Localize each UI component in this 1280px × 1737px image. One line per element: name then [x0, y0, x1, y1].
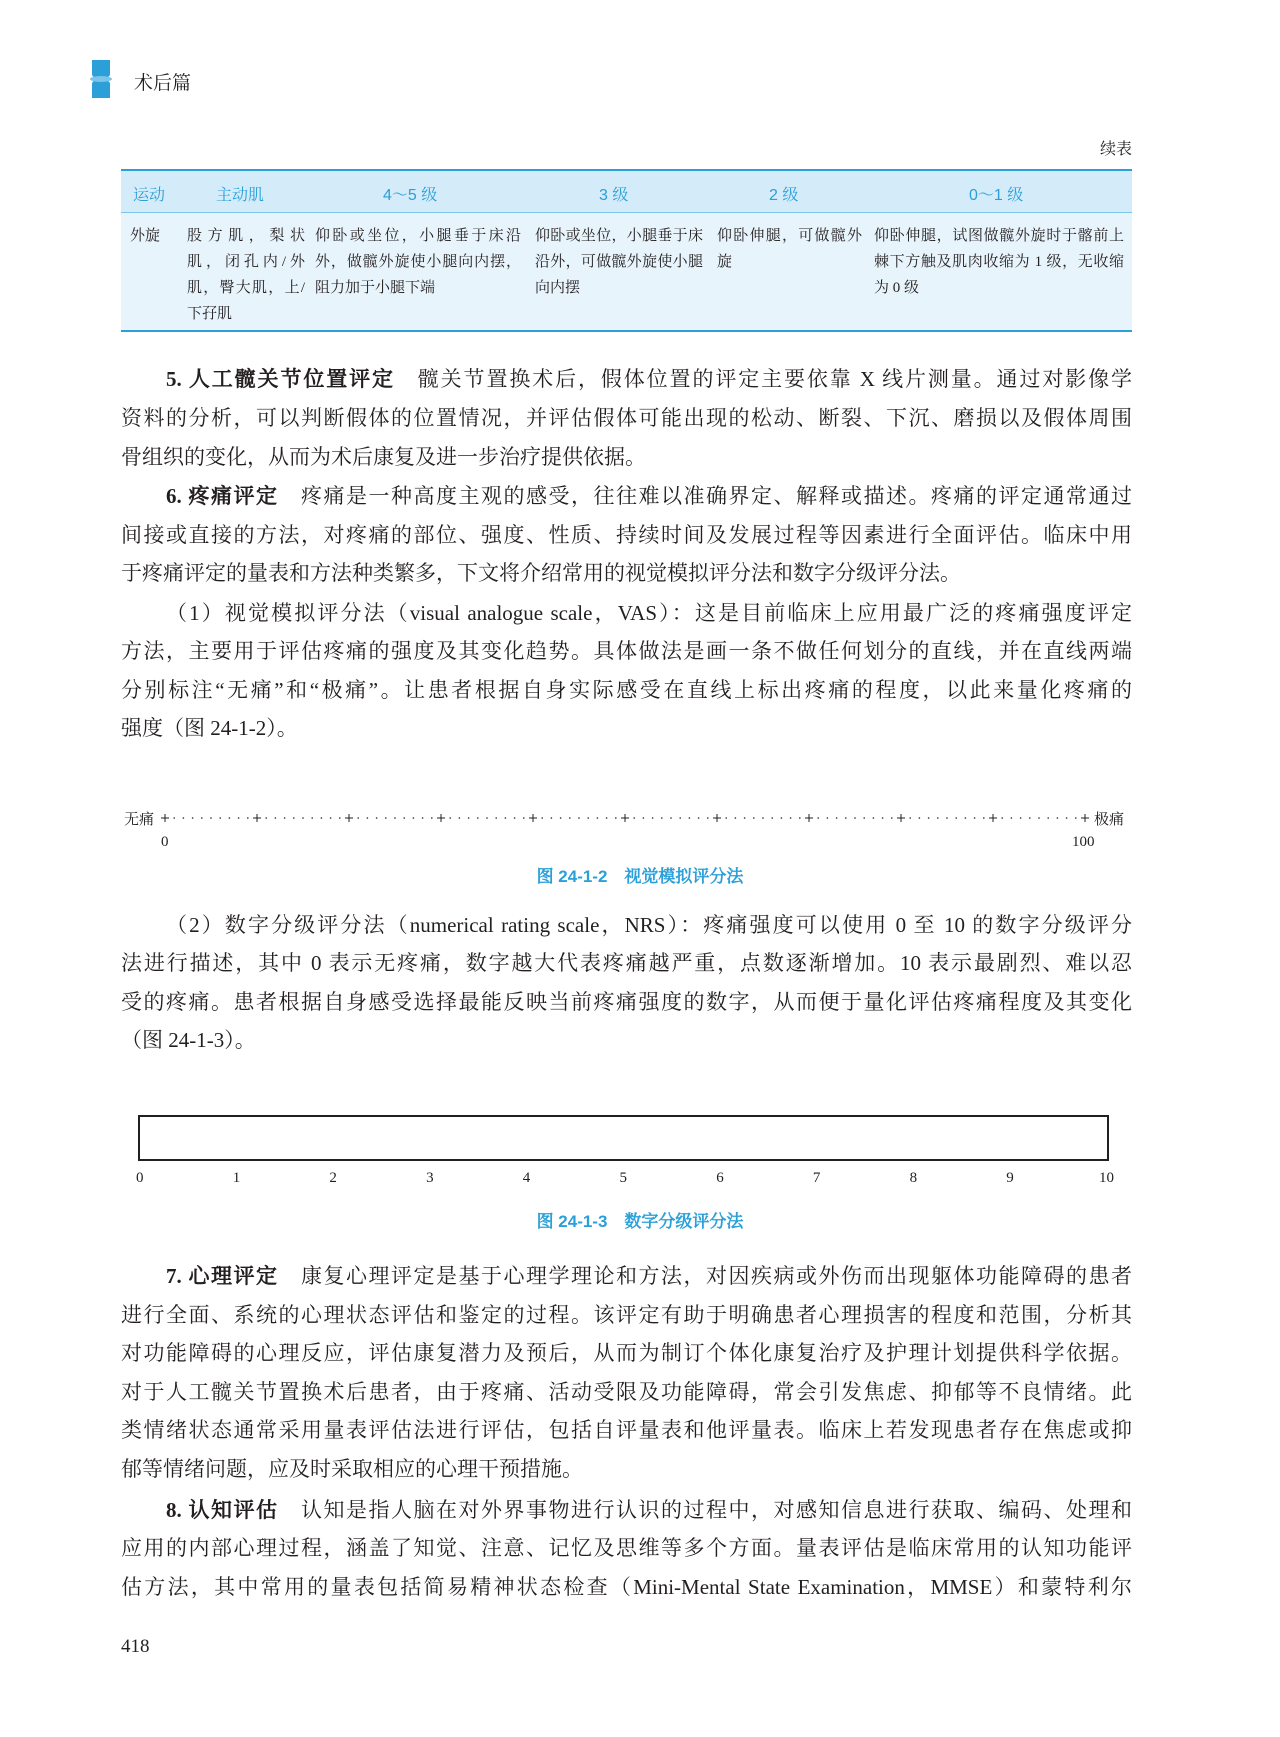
- vas-dot: [836, 817, 838, 819]
- paragraph-line: [121, 1300, 1132, 1330]
- paragraph-line: [121, 520, 1132, 550]
- vas-dot: [486, 817, 488, 819]
- vas-dot: [606, 817, 608, 819]
- paragraph-text: 估方法，其中常用的量表包括简易精神状态检查（Mini-Mental State Examination，MMSE）和蒙特利尔: [121, 1575, 1132, 1599]
- vas-tick-plus: [345, 814, 353, 822]
- vas-dot: [275, 817, 277, 819]
- vas-dot: [928, 817, 930, 819]
- paragraph-line: [121, 636, 1132, 666]
- vas-dot: [633, 817, 635, 819]
- vas-dot: [679, 817, 681, 819]
- paragraph-text: 间接或直接的方法，对疼痛的部位、强度、性质、持续时间及发展过程等因素进行全面评估。临床中用: [121, 523, 1132, 547]
- vas-dot: [495, 817, 497, 819]
- vas-dot: [744, 817, 746, 819]
- paragraph-line: [121, 558, 1132, 588]
- header-cell: 运动: [133, 187, 166, 204]
- vas-tick-plus: [529, 814, 537, 822]
- vas-dot: [413, 817, 415, 819]
- header-cell: 2 级: [769, 187, 799, 204]
- vas-dot: [790, 817, 792, 819]
- vas-line: [160, 808, 1090, 828]
- paragraph-line: [121, 403, 1132, 433]
- nrs-tick-label: 10: [1099, 1170, 1114, 1186]
- vas-dot: [643, 817, 645, 819]
- paragraph-line: [121, 1533, 1132, 1563]
- paragraph-line: [166, 910, 1132, 940]
- table-cell: 仰卧伸腿，试图做髋外旋时于髂前上棘下方触及肌肉收缩为 1 级，无收缩为 0 级: [874, 228, 1124, 296]
- nrs-tick-label: 4: [522, 1170, 531, 1186]
- vas-dot: [974, 817, 976, 819]
- paragraph-line: [121, 948, 1132, 978]
- vas-dot: [551, 817, 553, 819]
- vas-dot: [541, 817, 543, 819]
- vas-dot: [965, 817, 967, 819]
- vas-dot: [560, 817, 562, 819]
- vas-dot: [477, 817, 479, 819]
- paragraph-text: 强度（图 24-1-2）。: [121, 716, 298, 740]
- vas-dot: [1066, 817, 1068, 819]
- vas-dot: [937, 817, 939, 819]
- vas-tick-plus: [897, 814, 905, 822]
- paragraph-heading: 5. 人工髋关节位置评定: [166, 367, 395, 391]
- paragraph-line: [166, 598, 1132, 628]
- vas-dot: [357, 817, 359, 819]
- paragraph-line: [166, 1495, 1132, 1525]
- vas-dot: [597, 817, 599, 819]
- nrs-tick-label: 7: [812, 1170, 821, 1186]
- vas-dot: [725, 817, 727, 819]
- paragraph-text: 应用的内部心理过程，涵盖了知觉、注意、记忆及思维等多个方面。量表评估是临床常用的认知功能评: [121, 1536, 1132, 1560]
- table-cell: 股方肌，梨状肌，闭孔内/外肌，臀大肌，上/下孖肌: [187, 228, 305, 322]
- vas-dot: [468, 817, 470, 819]
- vas-dot: [459, 817, 461, 819]
- nrs-tick-label: 2: [329, 1170, 337, 1186]
- vas-dot: [192, 817, 194, 819]
- vas-dot: [183, 817, 185, 819]
- nrs-tick-label: 1: [232, 1170, 241, 1186]
- vas-dot: [771, 817, 773, 819]
- paragraph-text: （1）视觉模拟评分法（visual analogue scale，VAS）：这是目前临床上应用最广泛的疼痛强度评定: [166, 601, 1132, 625]
- muscle-strength-table: [121, 169, 1132, 332]
- vas-dot: [707, 817, 709, 819]
- paragraph-text: （图 24-1-3）。: [121, 1028, 256, 1052]
- vas-dot: [689, 817, 691, 819]
- vas-dot: [1029, 817, 1031, 819]
- header-cell: 主动肌: [216, 187, 265, 204]
- paragraph-text: 疼痛是一种高度主观的感受，往往难以准确界定、解释或描述。疼痛的评定通常通过: [278, 484, 1132, 508]
- vas-tick-plus: [713, 814, 721, 822]
- knee-joint-icon: [88, 58, 114, 100]
- nrs-tick-label: 5: [619, 1170, 627, 1186]
- figure-caption: 图 24-1-3 数字分级评分法: [536, 1212, 744, 1231]
- vas-dot: [311, 817, 313, 819]
- paragraph-line: [121, 1454, 1132, 1484]
- vas-dot: [1020, 817, 1022, 819]
- vas-dot: [661, 817, 663, 819]
- vas-dot: [321, 817, 323, 819]
- paragraph-text: 类情绪状态通常采用量表评估法进行评估，包括自评量表和他评量表。临床上若发现患者存在焦虑或抑: [121, 1418, 1132, 1442]
- vas-tick-plus: [989, 814, 997, 822]
- vas-dot: [505, 817, 507, 819]
- section-title: 术后篇: [134, 73, 192, 94]
- vas-dot: [219, 817, 221, 819]
- continued-table-label: 续表: [1099, 141, 1132, 158]
- vas-dot: [781, 817, 783, 819]
- vas-dot: [569, 817, 571, 819]
- vas-min-label: 0: [161, 834, 169, 850]
- paragraph-line: [121, 1338, 1132, 1368]
- table-header-row: [121, 171, 1132, 213]
- paragraph-line: [121, 1025, 1132, 1055]
- vas-dot: [376, 817, 378, 819]
- vas-dot: [670, 817, 672, 819]
- vas-dot: [817, 817, 819, 819]
- table-cell: 仰卧伸腿，可做髋外旋: [717, 228, 862, 270]
- vas-dot: [1011, 817, 1013, 819]
- paragraph-line: [166, 1261, 1132, 1291]
- vas-dot: [422, 817, 424, 819]
- vas-dot: [238, 817, 240, 819]
- vas-dot: [891, 817, 893, 819]
- vas-dot: [339, 817, 341, 819]
- paragraph-line: [121, 713, 1132, 743]
- vas-tick-plus: [805, 814, 813, 822]
- paragraph-line: [121, 1415, 1132, 1445]
- vas-dot: [201, 817, 203, 819]
- vas-dot: [863, 817, 865, 819]
- table-cell: 外旋: [130, 228, 161, 244]
- vas-dot: [1047, 817, 1049, 819]
- vas-dot: [854, 817, 856, 819]
- vas-dot: [284, 817, 286, 819]
- vas-tick-plus: [621, 814, 629, 822]
- nrs-tick-label: 9: [1006, 1170, 1014, 1186]
- vas-dot: [330, 817, 332, 819]
- vas-tick-plus: [437, 814, 445, 822]
- vas-left-label: 无痛: [124, 812, 155, 828]
- vas-dot: [1075, 817, 1077, 819]
- vas-right-label: 极痛: [1094, 812, 1125, 828]
- vas-dot: [845, 817, 847, 819]
- vas-dot: [578, 817, 580, 819]
- paragraph-line: [121, 1377, 1132, 1407]
- vas-dot: [173, 817, 175, 819]
- vas-dot: [394, 817, 396, 819]
- vas-tick-plus: [161, 814, 169, 822]
- vas-dot: [652, 817, 654, 819]
- vas-dot: [946, 817, 948, 819]
- paragraph-text: 骨组织的变化，从而为术后康复及进一步治疗提供依据。: [121, 445, 646, 469]
- paragraph-text: 分别标注“无痛”和“极痛”。让患者根据自身实际感受在直线上标出疼痛的程度，以此来量化疼痛的: [121, 678, 1132, 702]
- header-cell: 4～5 级: [383, 187, 438, 204]
- paragraph-text: 对功能障碍的心理反应，评估康复潜力及预后，从而为制订个体化康复治疗及护理计划提供科学依据。: [121, 1341, 1132, 1365]
- vas-dot: [955, 817, 957, 819]
- vas-dot: [882, 817, 884, 819]
- nrs-tick-label: 6: [716, 1170, 724, 1186]
- vas-dot: [293, 817, 295, 819]
- header-cell: 3 级: [599, 187, 629, 204]
- vas-max-label: 100: [1072, 834, 1095, 850]
- table-cell: 仰卧或坐位，小腿垂于床沿外，做髋外旋使小腿向内摆，阻力加于小腿下端: [315, 228, 521, 296]
- paragraph-text: 康复心理评定是基于心理学理论和方法，对因疾病或外伤而出现躯体功能障碍的患者: [278, 1264, 1132, 1288]
- nrs-tick-label: 8: [909, 1170, 918, 1186]
- paragraph-text: 认知是指人脑在对外界事物进行认识的过程中，对感知信息进行获取、编码、处理和: [278, 1498, 1132, 1522]
- vas-dot: [615, 817, 617, 819]
- paragraph-text: （2）数字分级评分法（numerical rating scale，NRS）：疼痛强度可以使用 0 至 10 的数字分级评分: [166, 913, 1132, 937]
- vas-dot: [1057, 817, 1059, 819]
- paragraph-line: [121, 987, 1132, 1017]
- vas-dot: [449, 817, 451, 819]
- table-cell: 仰卧或坐位，小腿垂于床沿外，可做髋外旋使小腿向内摆: [535, 228, 703, 296]
- paragraph-text: 资料的分析，可以判断假体的位置情况，并评估假体可能出现的松动、断裂、下沉、磨损以及假体周围: [121, 406, 1132, 430]
- paragraph-text: 于疼痛评定的量表和方法种类繁多，下文将介绍常用的视觉模拟评分法和数字分级评分法。: [121, 561, 961, 585]
- paragraph-text: 对于人工髋关节置换术后患者，由于疼痛、活动受限及功能障碍，常会引发焦虑、抑郁等不良情绪。此: [121, 1380, 1132, 1404]
- vas-dot: [735, 817, 737, 819]
- vas-dot: [514, 817, 516, 819]
- paragraph-text: 法进行描述，其中 0 表示无疼痛，数字越大代表疼痛越严重，点数逐渐增加。10 表示最剧烈、难以忍: [121, 951, 1132, 975]
- paragraph-heading: 8. 认知评估: [166, 1498, 279, 1522]
- vas-dot: [229, 817, 231, 819]
- paragraph-heading: 7. 心理评定: [166, 1264, 279, 1288]
- figure-caption: 图 24-1-2 视觉模拟评分法: [536, 867, 744, 886]
- vas-dot: [385, 817, 387, 819]
- vas-tick-plus: [253, 814, 261, 822]
- vas-dot: [762, 817, 764, 819]
- paragraph-line: [166, 364, 1132, 394]
- paragraph-heading: 6. 疼痛评定: [166, 484, 279, 508]
- vas-dot: [431, 817, 433, 819]
- vas-dot: [523, 817, 525, 819]
- nrs-tick-label: 3: [426, 1170, 434, 1186]
- paragraph-line: [121, 675, 1132, 705]
- nrs-tick-label: 0: [136, 1170, 144, 1186]
- page-number: 418: [121, 1636, 150, 1657]
- vas-dot: [1001, 817, 1003, 819]
- vas-dot: [210, 817, 212, 819]
- paragraph-line: [121, 1572, 1132, 1602]
- paragraph-text: 受的疼痛。患者根据自身感受选择最能反映当前疼痛强度的数字，从而便于量化评估疼痛程度及其变化: [121, 990, 1132, 1014]
- vas-dot: [919, 817, 921, 819]
- vas-dot: [698, 817, 700, 819]
- vas-dot: [403, 817, 405, 819]
- vas-tick-plus: [1081, 814, 1089, 822]
- paragraph-text: 方法，主要用于评估疼痛的强度及其变化趋势。具体做法是画一条不做任何划分的直线，并在直线两端: [121, 639, 1132, 663]
- paragraph-line: [166, 481, 1132, 511]
- paragraph-text: 郁等情绪问题，应及时采取相应的心理干预措施。: [121, 1457, 583, 1481]
- vas-dot: [367, 817, 369, 819]
- vas-dot: [873, 817, 875, 819]
- vas-dot: [753, 817, 755, 819]
- vas-dot: [247, 817, 249, 819]
- vas-dot: [1038, 817, 1040, 819]
- vas-dot: [302, 817, 304, 819]
- vas-dot: [799, 817, 801, 819]
- vas-dot: [827, 817, 829, 819]
- vas-dot: [909, 817, 911, 819]
- paragraph-text: 进行全面、系统的心理状态评估和鉴定的过程。该评定有助于明确患者心理损害的程度和范围，分析其: [121, 1303, 1132, 1327]
- paragraph-line: [121, 442, 1132, 472]
- header-cell: 0～1 级: [969, 187, 1024, 204]
- vas-dot: [587, 817, 589, 819]
- nrs-scale-box: [138, 1115, 1109, 1161]
- paragraph-text: 髋关节置换术后，假体位置的评定主要依靠 X 线片测量。通过对影像学: [394, 367, 1132, 391]
- vas-dot: [983, 817, 985, 819]
- vas-dot: [265, 817, 267, 819]
